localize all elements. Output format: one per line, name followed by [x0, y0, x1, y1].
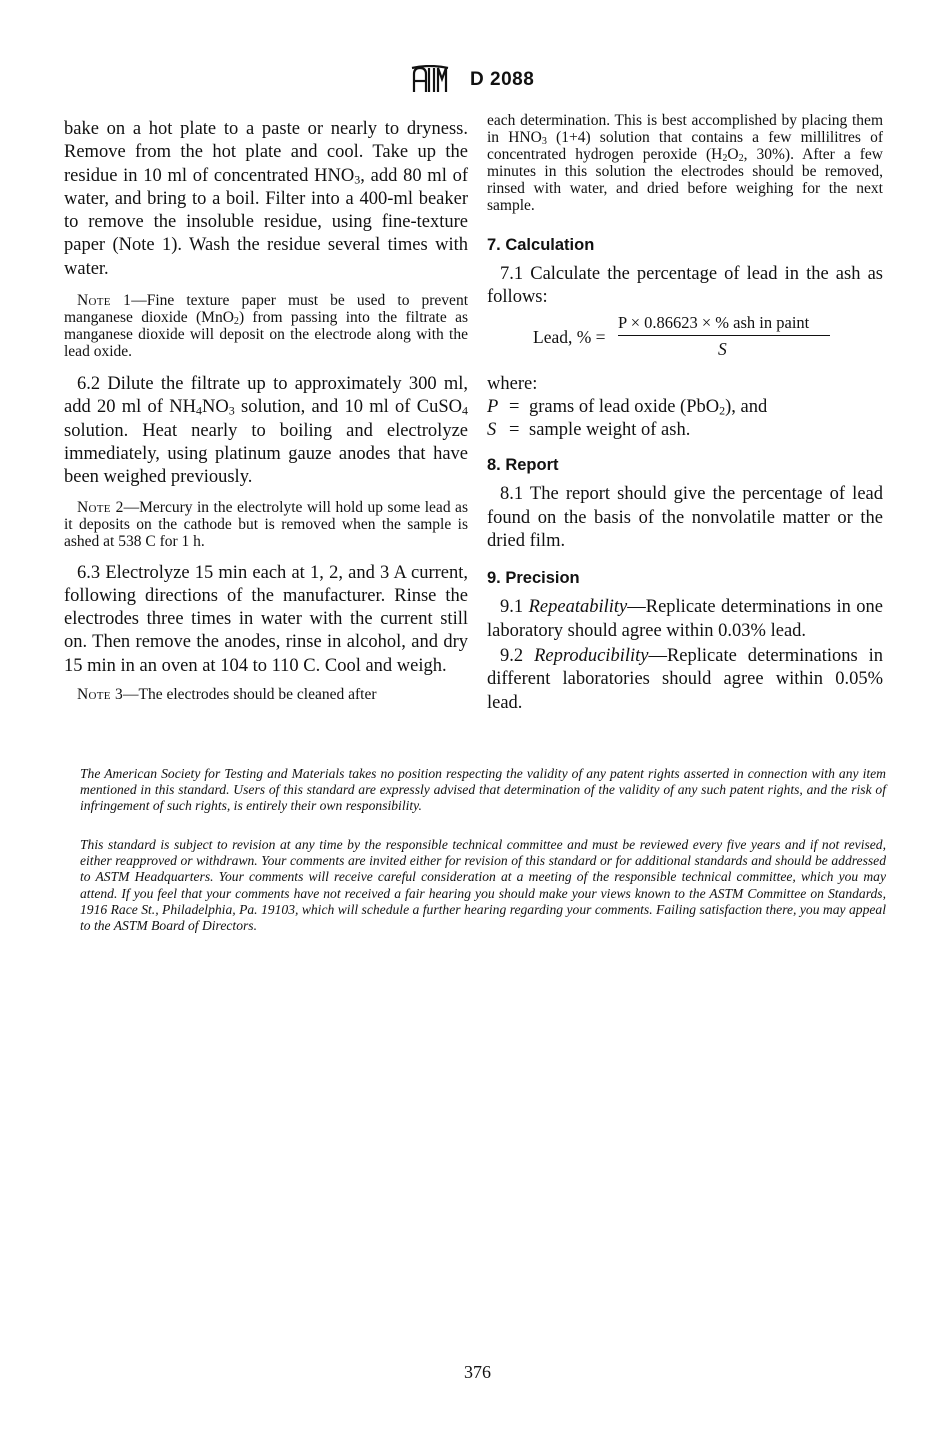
note-3-continued: each determination. This is best accomplished by placing them in $HNO_3$ (1+4) solution that contains a few millilitres of concentrated hydrogen peroxide ($H_2O_2$, 30%). After a few minutes in this solution the electrodes should be removed, rinsed with water, and dried before weighing for the next sample. — [487, 112, 884, 214]
paragraph-8-1: 8.1 The report should give the percentage of lead found on the basis of the nonvolatile matter or the dried film. — [487, 484, 883, 552]
formula-denominator: S — [718, 338, 727, 359]
note-label: Note 2 — [77, 498, 124, 516]
section-7-heading: 7. Calculation — [487, 236, 595, 254]
paragraph-6-2: 6.2 Dilute the filtrate up to approximately 300 ml, add 20 ml of $NH_4NO_3$ solution, and 10 ml of CuSO$_4$ solution. Heat nearly to boiling and electrolyze immediately, using platinum gauze anodes that have been weighed previously. — [64, 374, 468, 488]
left-column — [64, 118, 468, 703]
def-s-symbol: S — [487, 420, 497, 441]
variable-definitions — [487, 396, 883, 443]
def-s-eq: = — [509, 420, 520, 441]
paragraph-7-1: 7.1 Calculate the percentage of lead in the ash as follows: — [487, 264, 883, 308]
note-1: Note 1—Fine texture paper must be used to prevent manganese dioxide (MnO$_2$) from passing into the filtrate as manganese dioxide will deposit on the electrode along with the lead oxide. — [64, 292, 468, 361]
revision-notice: This standard is subject to revision at any time by the responsible technical committee and must be reviewed every five years and if not revised, either reapproved or withdrawn. Your comments are invited either for revision of this standard or for additional standards and should be addressed to ASTM Headquarters. Your comments will receive careful consideration at a meeting of the responsible technical committee, which you may attend. If you feel that your comments have not received a fair hearing you should make your views known to the ASTM Committee on Standards, 1916 Race St., Philadelphia, Pa. 19103, which will schedule a further hearing regarding your comments. Failing satisfaction there, you may appeal to the ASTM Board of Directors. — [80, 837, 886, 934]
def-s-text: sample weight of ash. — [529, 420, 691, 441]
formula-lhs: Lead, % = — [533, 326, 606, 347]
formula-numerator: P × 0.86623 × % ash in paint — [618, 312, 810, 332]
note-2: Note 2—Mercury in the electrolyte will hold up some lead as it deposits on the cathode but is removed when the sample is ashed at 538 C for 1 h. — [64, 498, 468, 550]
def-p-text: grams of lead oxide (PbO$_2$), and — [529, 396, 768, 418]
document-designation: D 2088 — [470, 69, 535, 90]
paragraph-6-3: 6.3 Electrolyze 15 min each at 1, 2, and 3 A current, following directions of the manufacturer. Rinse the electrodes three times in water with the current still on. Then remove the anodes, rinse in alcohol, and dry 15 min in an oven at 104 to 110 C. Cool and weigh. — [64, 562, 468, 676]
note-label: Note 1 — [77, 292, 132, 310]
def-p-eq: = — [509, 396, 520, 417]
page-number: 376 — [464, 1362, 491, 1382]
astm-logo-icon — [410, 65, 450, 95]
note-3-start: Note 3—The electrodes should be cleaned after — [77, 686, 377, 704]
def-p-symbol: P — [487, 396, 499, 417]
paragraph-9-2: 9.2 Reproducibility—Replicate determinations in different laboratories should agree within 0.05% lead. — [487, 645, 884, 713]
patent-notice: The American Society for Testing and Materials takes no position respecting the validity of any patent rights asserted in connection with any item mentioned in this standard. Users of this standard are expressly advised that determination of the validity of any such patent rights, and the risk of infringement of such rights, is entirely their own responsibility. — [80, 766, 886, 813]
fraction-bar — [618, 335, 830, 336]
paragraph-continued: bake on a hot plate to a paste or nearly to dryness. Remove from the hot plate and cool. Take up the residue in 10 ml of concentrated $HNO_3$, add 80 ml of water, and bring to a boil. Filter into a 400-ml beaker to remove the insoluble residue, using fine-texture paper (Note 1). Wash the residue several times with water. — [64, 119, 468, 279]
right-column — [487, 112, 883, 715]
page-header — [410, 60, 534, 100]
paragraph-9-1: 9.1 Repeatability—Replicate determinations in one laboratory should agree within 0.03% lead. — [487, 597, 884, 641]
lead-formula — [487, 313, 883, 369]
section-8-heading: 8. Report — [487, 456, 559, 475]
note-label: Note 3 — [77, 686, 124, 704]
section-9-heading: 9. Precision — [487, 569, 580, 588]
where-label: where: — [487, 373, 538, 394]
